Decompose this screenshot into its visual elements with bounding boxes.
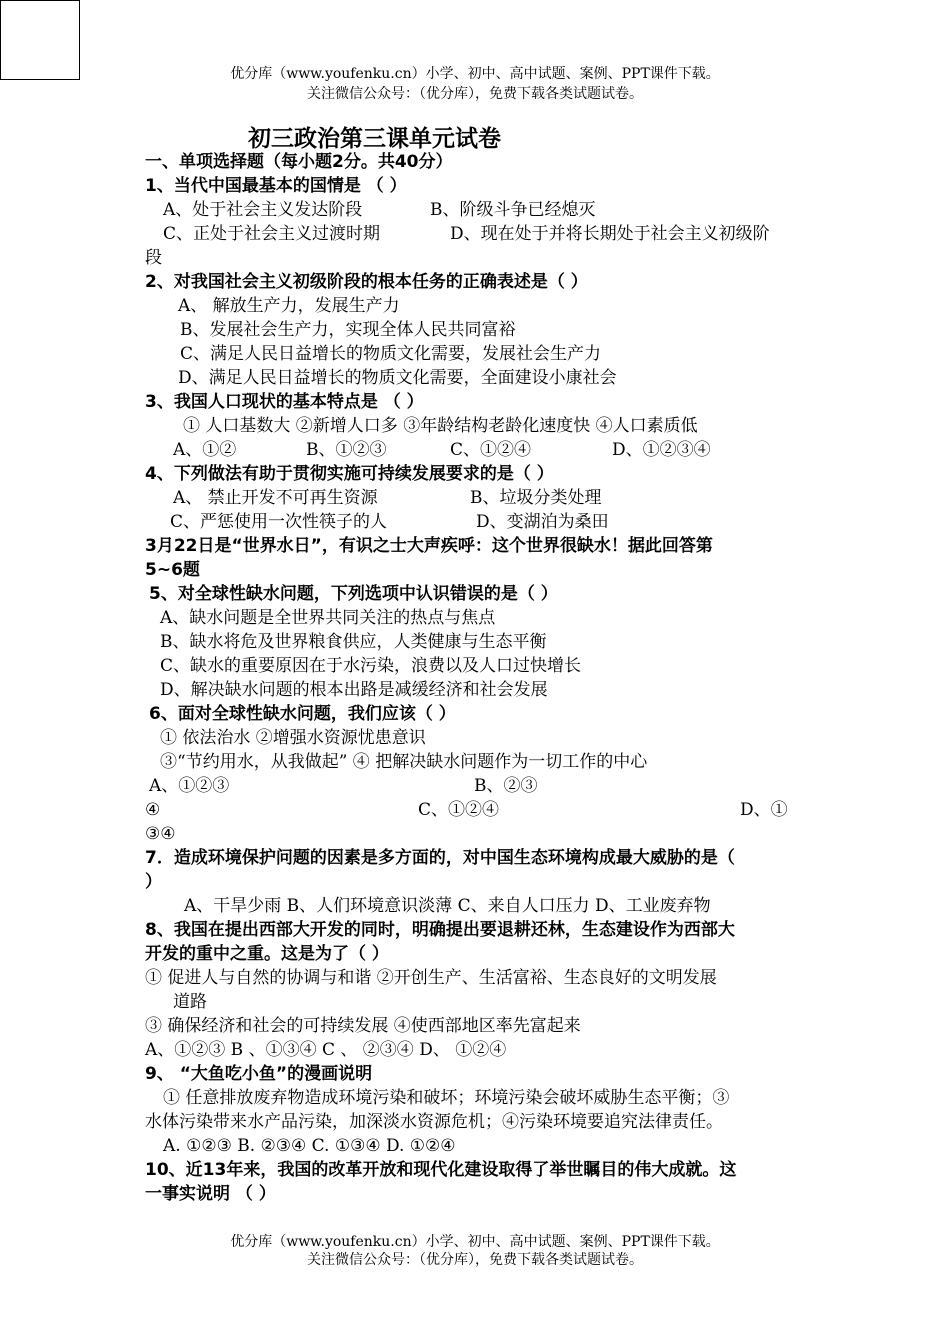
q9-stem: 9、 “大鱼吃小鱼”的漫画说明	[145, 1064, 373, 1084]
q6-option-b: B、②③	[474, 776, 538, 796]
q1-option-a: A、处于社会主义发达阶段	[163, 200, 363, 220]
q6-items-1: ① 依法治水 ②增强水资源忧患意识	[160, 728, 426, 748]
q10-stem-cont: 一事实说明 （ ）	[145, 1184, 276, 1204]
footer-line-2: 关注微信公众号：（优分库），免费下载各类试题试卷。	[307, 1252, 643, 1268]
q2-stem: 2、对我国社会主义初级阶段的根本任务的正确表述是（ ）	[145, 272, 588, 292]
q3-option-c: C、①②④	[450, 440, 532, 460]
intro-q5-6: 3月22日是“世界水日”，有识之士大声疾呼：这个世界很缺水！据此回答第	[145, 536, 713, 556]
q8-items-1: ① 促进人与自然的协调与和谐 ②开创生产、生活富裕、生态良好的文明发展	[145, 968, 717, 988]
q7-stem-cont: ）	[145, 872, 162, 892]
q8-options: A、①②③ B 、①③④ C 、 ②③④ D、 ①②④	[145, 1040, 507, 1060]
q5-stem: 5、对全球性缺水问题，下列选项中认识错误的是（ ）	[149, 584, 558, 604]
q1-stem: 1、当代中国最基本的国情是 （ ）	[145, 176, 407, 196]
q5-option-d: D、解决缺水问题的根本出路是减缓经济和社会发展	[160, 680, 548, 700]
q1-option-b: B、阶级斗争已经熄灭	[430, 200, 596, 220]
q2-option-c: C、满足人民日益增长的物质文化需要，发展社会生产力	[180, 344, 602, 364]
q5-option-a: A、缺水问题是全世界共同关注的热点与焦点	[160, 608, 496, 628]
footer-line-1: 优分库（www.youfenku.cn）小学、初中、高中试题、案例、PPT课件下载。	[230, 1234, 720, 1250]
q8-items-1-cont: 道路	[173, 992, 207, 1012]
q7-stem: 7．造成环境保护问题的因素是多方面的，对中国生态环境构成最大威胁的是（	[145, 848, 735, 868]
q6-option-b-cont: ④	[145, 800, 161, 820]
q8-items-2: ③ 确保经济和社会的可持续发展 ④使西部地区率先富起来	[145, 1016, 581, 1036]
q2-option-b: B、发展社会生产力，实现全体人民共同富裕	[180, 320, 516, 340]
q1-option-c: C、正处于社会主义过渡时期	[163, 224, 381, 244]
q4-option-d: D、变湖泊为桑田	[476, 512, 609, 532]
q2-option-a: A、 解放生产力，发展生产力	[178, 296, 400, 316]
q9-body-2: 水体污染带来水产品污染，加深淡水资源危机；④污染环境要追究法律责任。	[145, 1112, 723, 1132]
q6-option-d: D、①	[740, 800, 788, 820]
q7-options: A、干旱少雨 B、人们环境意识淡薄 C、来自人口压力 D、工业废弃物	[184, 896, 711, 916]
intro-q5-6-cont: 5~6题	[145, 560, 200, 580]
q3-option-a: A、①②	[173, 440, 237, 460]
q4-stem: 4、下列做法有助于贯彻实施可持续发展要求的是（ ）	[145, 464, 554, 484]
section-heading: 一、单项选择题（每小题2分。共40分）	[145, 152, 453, 172]
q6-option-a: A、①②③	[149, 776, 230, 796]
q3-stem: 3、我国人口现状的基本特点是 （ ）	[145, 392, 424, 412]
page-title: 初三政治第三课单元试卷	[248, 126, 501, 152]
q6-items-2: ③“节约用水，从我做起” ④ 把解决缺水问题作为一切工作的中心	[160, 752, 648, 772]
q4-option-b: B、垃圾分类处理	[470, 488, 602, 508]
q4-option-a: A、 禁止开发不可再生资源	[173, 488, 378, 508]
q3-option-d: D、①②③④	[612, 440, 711, 460]
q1-option-d-cont: 段	[145, 248, 162, 268]
q10-stem: 10、近13年来，我国的改革开放和现代化建设取得了举世瞩目的伟大成就。这	[145, 1160, 737, 1180]
q4-option-c: C、严惩使用一次性筷子的人	[170, 512, 388, 532]
q5-option-b: B、缺水将危及世界粮食供应，人类健康与生态平衡	[160, 632, 547, 652]
q3-items: ① 人口基数大 ②新增人口多 ③年龄结构老龄化速度快 ④人口素质低	[183, 416, 698, 436]
header-line-2: 关注微信公众号：（优分库），免费下载各类试题试卷。	[307, 86, 643, 102]
q9-body-1: ① 任意排放废弃物造成环境污染和破坏；环境污染会破坏威胁生态平衡；③	[163, 1088, 730, 1108]
q6-option-c: C、①②④	[418, 800, 500, 820]
q9-options: A. ①②③ B. ②③④ C. ①③④ D. ①②④	[163, 1136, 456, 1156]
q2-option-d: D、满足人民日益增长的物质文化需要，全面建设小康社会	[178, 368, 617, 388]
q5-option-c: C、缺水的重要原因在于水污染，浪费以及人口过快增长	[160, 656, 582, 676]
q3-option-b: B、①②③	[306, 440, 387, 460]
q8-stem: 8、我国在提出西部大开发的同时，明确提出要退耕还林，生态建设作为西部大	[145, 920, 735, 940]
q8-stem-cont: 开发的重中之重。这是为了（ ）	[145, 944, 389, 964]
header-line-1: 优分库（www.youfenku.cn）小学、初中、高中试题、案例、PPT课件下载。	[230, 66, 720, 82]
q6-option-d-cont: ③④	[145, 824, 176, 844]
q6-stem: 6、面对全球性缺水问题，我们应该（ ）	[149, 704, 456, 724]
q1-option-d: D、现在处于并将长期处于社会主义初级阶	[450, 224, 770, 244]
